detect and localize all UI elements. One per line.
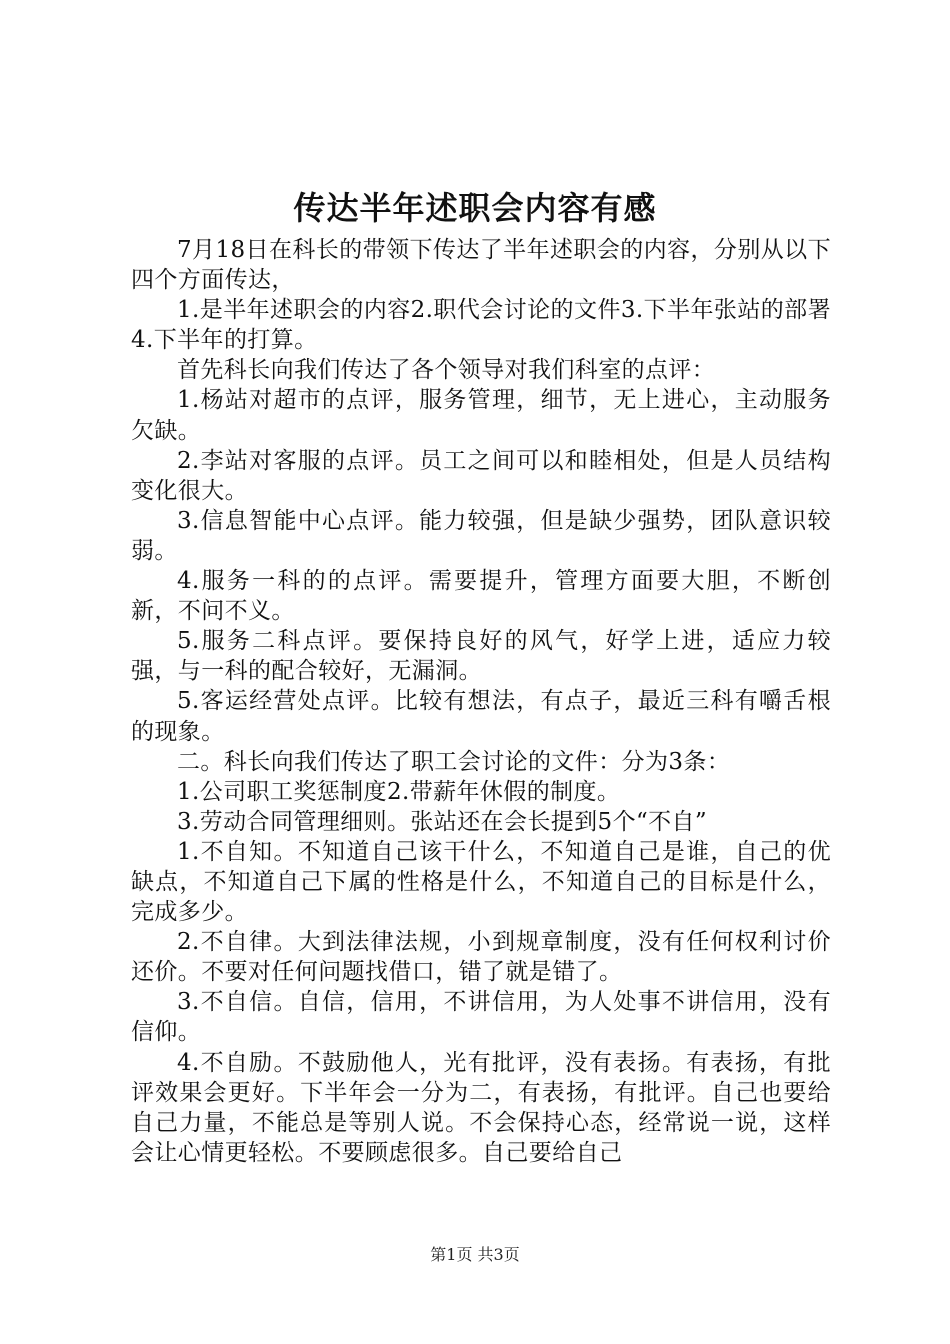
paragraph-principle-item: 2.不自律。大到法律法规，小到规章制度，没有任何权利讨价还价。不要对任何问题找借口，错了就是错了。	[131, 929, 831, 986]
paragraph-file-item: 3.劳动合同管理细则。张站还在会长提到5个“不自”	[177, 808, 708, 835]
page-number-footer: 第1页 共3页	[430, 1245, 520, 1264]
paragraph-principle-item: 1.不自知。不知道自己该干什么，不知道自己是谁，自己的优缺点，不知道自己下属的性格是什么，不知道自己的目标是什么，完成多少。	[131, 838, 831, 926]
paragraph-review-item: 5.客运经营处点评。比较有想法，有点子，最近三科有嚼舌根的现象。	[131, 688, 831, 745]
document-title: 传达半年述职会内容有感	[293, 189, 657, 227]
paragraph-review-heading: 首先科长向我们传达了各个领导对我们科室的点评：	[177, 357, 716, 384]
paragraph-file-item: 1.公司职工奖惩制度2.带薪年休假的制度。	[177, 778, 621, 805]
paragraph-principle-item: 3.不自信。自信，信用，不讲信用，为人处事不讲信用，没有信仰。	[131, 989, 831, 1046]
paragraph-review-item: 2.李站对客服的点评。员工之间可以和睦相处，但是人员结构变化很大。	[131, 447, 831, 504]
paragraph-review-item: 5.服务二科点评。要保持良好的风气，好学上进，适应力较强，与一科的配合较好，无漏洞。	[131, 628, 831, 685]
document-body	[131, 235, 831, 1168]
paragraph-intro: 7月18日在科长的带领下传达了半年述职会的内容，分别从以下四个方面传达，	[131, 237, 831, 294]
paragraph-topics: 1.是半年述职会的内容2.职代会讨论的文件3.下半年张站的部署4.下半年的打算。	[131, 297, 831, 354]
paragraph-review-item: 3.信息智能中心点评。能力较强，但是缺少强势，团队意识较弱。	[131, 507, 831, 564]
paragraph-section-two: 二。科长向我们传达了职工会讨论的文件：分为3条：	[177, 748, 731, 775]
paragraph-review-item: 1.杨站对超市的点评，服务管理，细节，无上进心，主动服务欠缺。	[131, 387, 831, 444]
paragraph-review-item: 4.服务一科的的点评。需要提升，管理方面要大胆，不断创新，不问不义。	[131, 568, 831, 625]
paragraph-principle-item: 4.不自励。不鼓励他人，光有批评，没有表扬。有表扬，有批评效果会更好。下半年会一分为二，有表扬，有批评。自己也要给自己力量，不能总是等别人说。不会保持心态，经常说一说，这样会让心情更轻松。不要顾虑很多。自己要给自己	[131, 1049, 831, 1166]
